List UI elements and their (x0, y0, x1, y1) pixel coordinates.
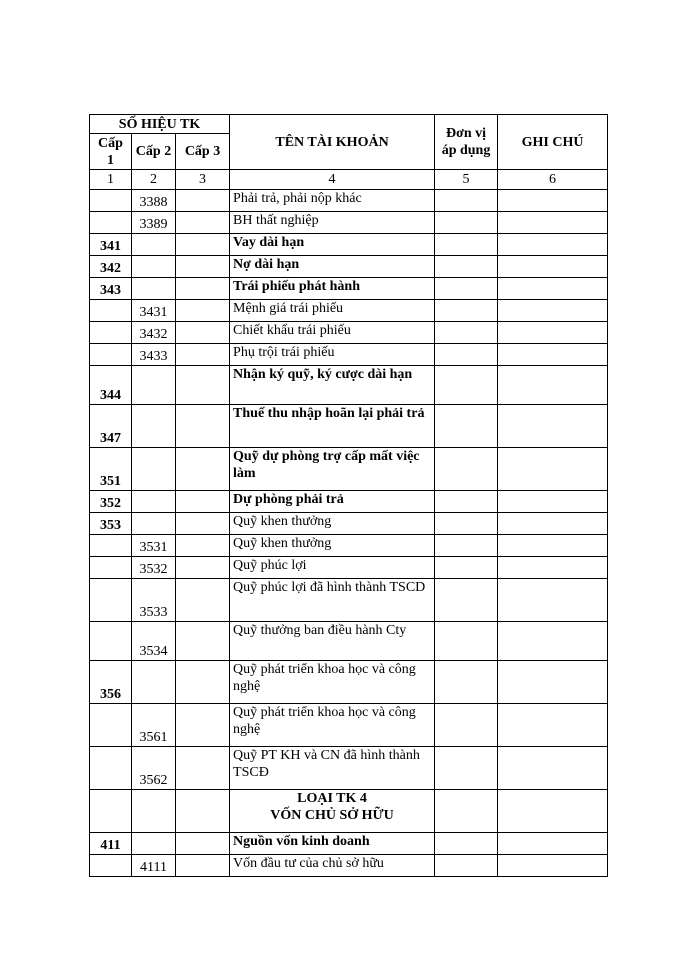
level2-code (132, 491, 176, 513)
column-number: 2 (132, 170, 176, 190)
level1-code (90, 322, 132, 344)
applicable-unit (435, 661, 498, 704)
account-name: BH thất nghiệp (230, 212, 435, 234)
account-name: Quỹ thưởng ban điều hành Cty (230, 622, 435, 661)
account-name: Phụ trội trái phiếu (230, 344, 435, 366)
table-row (90, 491, 608, 513)
level1-code (90, 212, 132, 234)
level2-code: 3431 (132, 300, 176, 322)
note (498, 535, 608, 557)
level1-code: 343 (90, 278, 132, 300)
note (498, 366, 608, 405)
level3-code (176, 579, 230, 622)
level1-code (90, 190, 132, 212)
table-row (90, 405, 608, 448)
notes-header: GHI CHÚ (498, 115, 608, 170)
table-row (90, 300, 608, 322)
note (498, 491, 608, 513)
level1-code (90, 855, 132, 877)
level1-code: 411 (90, 833, 132, 855)
account-name: Dự phòng phải trả (230, 491, 435, 513)
column-number: 5 (435, 170, 498, 190)
level3-code (176, 212, 230, 234)
applicable-unit (435, 212, 498, 234)
note (498, 278, 608, 300)
level3-code (176, 833, 230, 855)
level3-code (176, 535, 230, 557)
level1-code (90, 557, 132, 579)
level3-code (176, 366, 230, 405)
level1-code (90, 622, 132, 661)
note (498, 579, 608, 622)
applicable-unit (435, 491, 498, 513)
table-row (90, 855, 608, 877)
level2-code (132, 661, 176, 704)
level2-code (132, 790, 176, 833)
applicable-unit (435, 535, 498, 557)
note (498, 405, 608, 448)
applicable-unit (435, 256, 498, 278)
account-name: Quỹ phúc lợi (230, 557, 435, 579)
applicable-unit (435, 855, 498, 877)
level2-code (132, 234, 176, 256)
table-body (90, 190, 608, 877)
applicable-unit (435, 405, 498, 448)
table-row (90, 278, 608, 300)
column-number: 3 (176, 170, 230, 190)
level3-code (176, 513, 230, 535)
account-name: Chiết khấu trái phiếu (230, 322, 435, 344)
account-name-header: TÊN TÀI KHOẢN (230, 115, 435, 170)
table-header (90, 115, 608, 190)
level2-code: 3534 (132, 622, 176, 661)
level2-code: 3432 (132, 322, 176, 344)
table-row (90, 190, 608, 212)
level1-code: 353 (90, 513, 132, 535)
table-row (90, 256, 608, 278)
applicable-unit (435, 344, 498, 366)
level2-code: 3562 (132, 747, 176, 790)
applicable-unit (435, 557, 498, 579)
level2-header: Cấp 2 (132, 134, 176, 170)
table-row (90, 661, 608, 704)
level1-code: 347 (90, 405, 132, 448)
level3-code (176, 661, 230, 704)
level1-code (90, 344, 132, 366)
note (498, 256, 608, 278)
level3-code (176, 322, 230, 344)
applicable-unit (435, 322, 498, 344)
note (498, 322, 608, 344)
note (498, 234, 608, 256)
level2-code: 3561 (132, 704, 176, 747)
chart-of-accounts-table (89, 114, 608, 877)
account-name: Trái phiếu phát hành (230, 278, 435, 300)
applicable-unit (435, 790, 498, 833)
applicable-unit (435, 747, 498, 790)
level1-code (90, 300, 132, 322)
account-name: Quỹ dự phòng trợ cấp mất việc làm (230, 448, 435, 491)
column-number: 6 (498, 170, 608, 190)
applicable-unit (435, 579, 498, 622)
note (498, 747, 608, 790)
applicable-unit (435, 234, 498, 256)
column-number: 4 (230, 170, 435, 190)
level2-code: 3433 (132, 344, 176, 366)
table-row (90, 513, 608, 535)
account-name: Thuế thu nhập hoãn lại phải trả (230, 405, 435, 448)
table-row (90, 833, 608, 855)
applicable-unit-header: Đơn vị áp dụng (435, 115, 498, 170)
level2-code: 4111 (132, 855, 176, 877)
applicable-unit (435, 300, 498, 322)
table-row (90, 212, 608, 234)
level2-code (132, 448, 176, 491)
account-name: Quỹ PT KH và CN đã hình thành TSCĐ (230, 747, 435, 790)
account-name: Quỹ phát triển khoa học và công nghệ (230, 704, 435, 747)
note (498, 212, 608, 234)
applicable-unit (435, 366, 498, 405)
level1-header: Cấp 1 (90, 134, 132, 170)
account-name: Quỹ phát triển khoa học và công nghệ (230, 661, 435, 704)
note (498, 790, 608, 833)
level3-code (176, 234, 230, 256)
applicable-unit (435, 704, 498, 747)
account-name: Vốn đầu tư của chủ sở hữu (230, 855, 435, 877)
account-name: Nguồn vốn kinh doanh (230, 833, 435, 855)
note (498, 300, 608, 322)
note (498, 513, 608, 535)
level1-code: 356 (90, 661, 132, 704)
level3-code (176, 557, 230, 579)
table-row (90, 322, 608, 344)
table-row (90, 535, 608, 557)
table-row (90, 557, 608, 579)
account-name: Quỹ khen thưởng (230, 513, 435, 535)
account-name: Nợ dài hạn (230, 256, 435, 278)
level1-code: 352 (90, 491, 132, 513)
note (498, 557, 608, 579)
note (498, 190, 608, 212)
level3-code (176, 747, 230, 790)
column-number-row (90, 170, 608, 190)
level3-code (176, 256, 230, 278)
note (498, 833, 608, 855)
level3-code (176, 448, 230, 491)
level1-code (90, 535, 132, 557)
level1-code (90, 704, 132, 747)
table-row (90, 234, 608, 256)
level2-code: 3531 (132, 535, 176, 557)
note (498, 661, 608, 704)
table-row (90, 579, 608, 622)
account-name: Quỹ khen thưởng (230, 535, 435, 557)
level3-code (176, 704, 230, 747)
level3-code (176, 491, 230, 513)
level2-code: 3389 (132, 212, 176, 234)
level2-code (132, 366, 176, 405)
table-row (90, 344, 608, 366)
level3-code (176, 855, 230, 877)
applicable-unit (435, 278, 498, 300)
level2-code: 3533 (132, 579, 176, 622)
level2-code (132, 833, 176, 855)
note (498, 704, 608, 747)
applicable-unit (435, 190, 498, 212)
note (498, 448, 608, 491)
level2-code (132, 513, 176, 535)
level3-code (176, 278, 230, 300)
level2-code (132, 278, 176, 300)
level3-code (176, 300, 230, 322)
level2-code (132, 256, 176, 278)
table-row (90, 622, 608, 661)
table-row (90, 747, 608, 790)
note (498, 344, 608, 366)
note (498, 855, 608, 877)
table-row (90, 448, 608, 491)
level3-code (176, 790, 230, 833)
level2-code: 3532 (132, 557, 176, 579)
level1-code: 351 (90, 448, 132, 491)
account-name: Quỹ phúc lợi đã hình thành TSCD (230, 579, 435, 622)
account-name: Mệnh giá trái phiếu (230, 300, 435, 322)
level3-code (176, 622, 230, 661)
account-name: Phải trả, phải nộp khác (230, 190, 435, 212)
table-row (90, 790, 608, 833)
level1-code: 344 (90, 366, 132, 405)
level3-code (176, 405, 230, 448)
table-row (90, 704, 608, 747)
level3-header: Cấp 3 (176, 134, 230, 170)
level1-code (90, 747, 132, 790)
level3-code (176, 190, 230, 212)
level1-code (90, 579, 132, 622)
applicable-unit (435, 513, 498, 535)
applicable-unit (435, 622, 498, 661)
applicable-unit (435, 833, 498, 855)
level2-code (132, 405, 176, 448)
account-name: LOẠI TK 4 VỐN CHỦ SỞ HỮU (230, 790, 435, 833)
level1-code: 342 (90, 256, 132, 278)
level3-code (176, 344, 230, 366)
level1-code: 341 (90, 234, 132, 256)
account-name: Vay dài hạn (230, 234, 435, 256)
applicable-unit (435, 448, 498, 491)
column-number: 1 (90, 170, 132, 190)
note (498, 622, 608, 661)
account-number-header: SỐ HIỆU TK (90, 115, 230, 134)
level2-code: 3388 (132, 190, 176, 212)
account-name: Nhận ký quỹ, ký cược dài hạn (230, 366, 435, 405)
table-row (90, 366, 608, 405)
level1-code (90, 790, 132, 833)
